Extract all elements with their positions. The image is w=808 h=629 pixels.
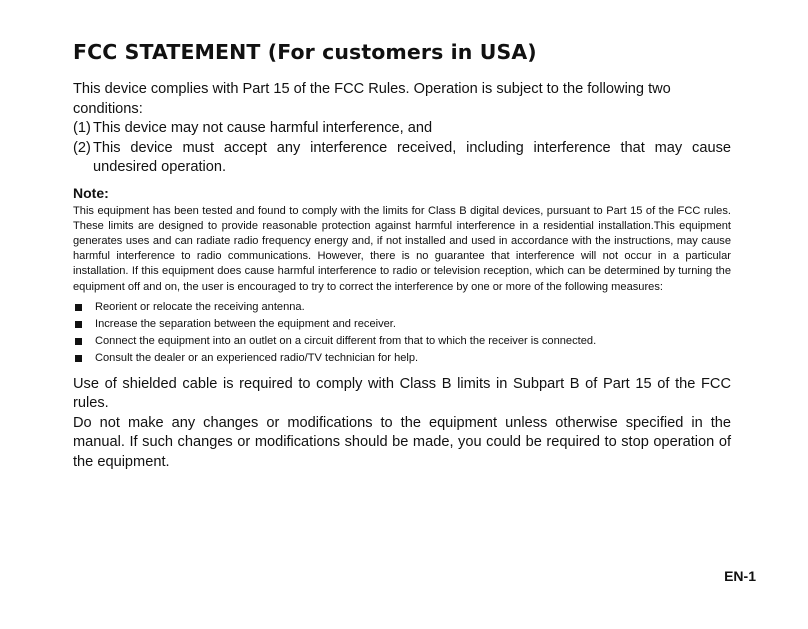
square-bullet-icon: [75, 304, 82, 311]
condition-item: [73, 119, 731, 139]
condition-item: [73, 139, 731, 178]
condition-text: This device may not cause harmful interference, and: [93, 120, 433, 136]
measure-text: Consult the dealer or an experienced radio/TV technician for help.: [95, 351, 419, 364]
closing-paragraph: Do not make any changes or modifications to the equipment unless otherwise specified in the manual. If such changes or modifications should be made, you could be required to stop operation of the equipment.: [73, 414, 731, 470]
closing-section: [73, 375, 731, 473]
document-page: [73, 38, 731, 472]
note-paragraph: This equipment has been tested and found to comply with the limits for Class B digital devices, pursuant to Part 15 of the FCC rules. These limits are designed to provide reasonable protection against harmful interference in a residential installation.This equipment generates uses and can radiate radio frequency energy and, if not installed and used in accordance with the instructions, may cause harmful interference to radio communications. However, there is no guarantee that interference will not occur in a particular installation. If this equipment does cause harmful interference to radio or television reception, which can be determined by turning the equipment off and on, the user is encouraged to try to correct the interference by one or more of the following measures:: [73, 204, 731, 293]
condition-number: (1): [73, 120, 91, 136]
list-item: [73, 350, 731, 367]
square-bullet-icon: [75, 355, 82, 362]
measures-list: [73, 299, 731, 367]
intro-paragraph: This device complies with Part 15 of the FCC Rules. Operation is subject to the following two conditions:: [73, 81, 671, 117]
list-item: [73, 299, 731, 316]
list-item: [73, 316, 731, 333]
square-bullet-icon: [75, 338, 82, 345]
note-heading: Note:: [73, 184, 109, 201]
measure-text: Increase the separation between the equipment and receiver.: [95, 317, 396, 330]
square-bullet-icon: [75, 321, 82, 328]
page-number: EN-1: [724, 568, 756, 584]
page-title: FCC STATEMENT (For customers in USA): [73, 40, 537, 64]
closing-paragraph: Use of shielded cable is required to comply with Class B limits in Subpart B of Part 15 of the FCC rules.: [73, 375, 731, 412]
list-item: [73, 333, 731, 350]
measure-text: Connect the equipment into an outlet on a circuit different from that to which the receiver is connected.: [95, 334, 597, 347]
condition-text: This device must accept any interference received, including interference that may cause undesired operation.: [93, 139, 731, 175]
condition-number: (2): [73, 139, 91, 156]
measure-text: Reorient or relocate the receiving antenna.: [95, 300, 305, 313]
